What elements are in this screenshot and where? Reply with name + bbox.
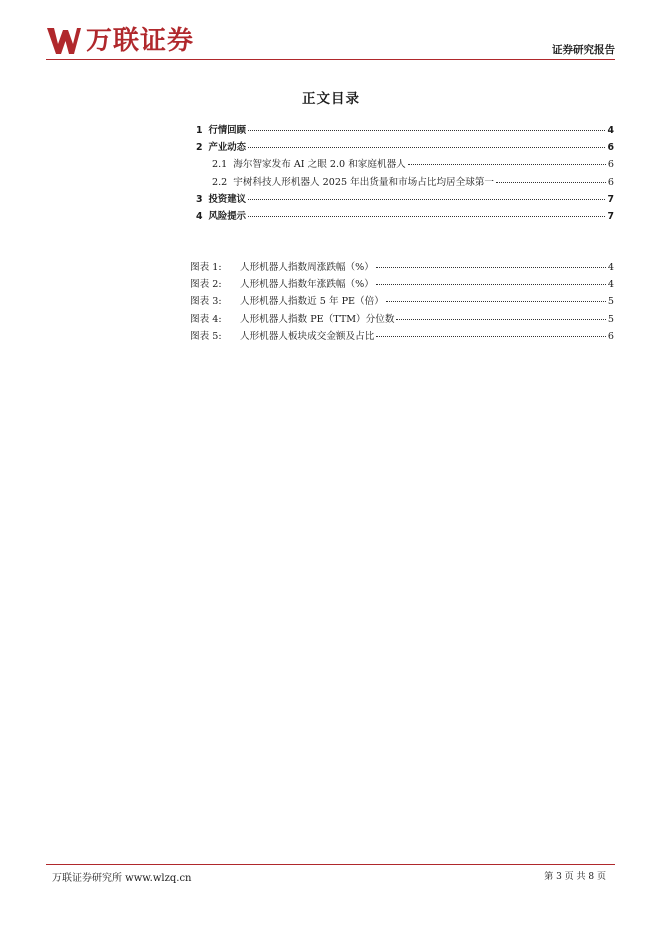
figure-page: 5	[607, 296, 614, 308]
toc-entry-label: 宇树科技人形机器人 2025 年出货量和市场占比均居全球第一	[233, 176, 495, 188]
toc-entry-number: 1	[196, 125, 203, 136]
dot-leader	[248, 216, 605, 217]
footer-divider	[46, 864, 615, 865]
dot-leader	[376, 267, 606, 268]
toc-entry-page: 4	[607, 125, 614, 136]
figure-entry[interactable]	[190, 293, 614, 310]
brand-name: 万联证券	[86, 26, 195, 56]
toc-entry-label: 投资建议	[208, 193, 247, 205]
dot-leader	[248, 199, 605, 200]
figure-label: 人形机器人指数年涨跌幅（%）	[240, 279, 374, 291]
dot-leader	[408, 164, 606, 165]
toc-entry-page: 6	[607, 159, 614, 171]
toc-title: 正文目录	[302, 91, 360, 107]
figure-number: 图表 5:	[190, 330, 222, 342]
figure-list	[190, 259, 614, 345]
figure-entry[interactable]	[190, 259, 614, 276]
toc-entry-page: 7	[607, 210, 614, 222]
toc-entry-label: 行情回顾	[208, 125, 247, 136]
figure-page: 5	[607, 313, 614, 325]
toc-entry-number: 2	[196, 142, 203, 154]
figure-number: 图表 4:	[190, 313, 222, 325]
toc-entry-number: 2.2	[212, 176, 228, 188]
figure-page: 4	[607, 262, 614, 273]
figure-number: 图表 3:	[190, 296, 222, 308]
toc-entry[interactable]	[196, 191, 614, 208]
toc-subentry[interactable]	[196, 156, 614, 173]
figure-number: 图表 2:	[190, 279, 222, 291]
toc-entry[interactable]	[196, 139, 614, 156]
toc-entry-page: 6	[607, 142, 614, 154]
footer-publisher: 万联证券研究所 www.wlzq.cn	[52, 873, 192, 884]
figure-entry[interactable]	[190, 311, 614, 328]
figure-label: 人形机器人板块成交金额及占比	[240, 330, 375, 342]
toc-subentry[interactable]	[196, 174, 614, 191]
document-type-label: 证券研究报告	[552, 44, 615, 56]
dot-leader	[376, 336, 606, 337]
figure-label: 人形机器人指数周涨跌幅（%）	[240, 262, 374, 273]
dot-leader	[248, 130, 605, 131]
table-of-contents	[196, 122, 614, 225]
dot-leader	[376, 284, 606, 285]
toc-entry-number: 2.1	[212, 159, 228, 171]
toc-entry-number: 3	[196, 193, 203, 205]
toc-entry-page: 7	[607, 193, 614, 205]
toc-entry-label: 风险提示	[208, 210, 247, 222]
toc-entry-page: 6	[607, 176, 614, 188]
toc-entry[interactable]	[196, 122, 614, 139]
figure-number: 图表 1:	[190, 262, 222, 273]
dot-leader	[248, 147, 605, 148]
dot-leader	[386, 301, 606, 302]
toc-entry[interactable]	[196, 208, 614, 225]
dot-leader	[496, 182, 606, 183]
figure-label: 人形机器人指数近 5 年 PE（倍）	[240, 296, 384, 308]
header-divider	[46, 59, 615, 60]
toc-entry-label: 海尔智家发布 AI 之眼 2.0 和家庭机器人	[233, 159, 406, 171]
figure-label: 人形机器人指数 PE（TTM）分位数	[240, 313, 395, 325]
toc-entry-label: 产业动态	[208, 142, 247, 154]
page-number: 第 3 页 共 8 页	[544, 872, 606, 882]
figure-page: 6	[607, 330, 614, 342]
wanlian-logo-icon	[46, 26, 82, 56]
figure-entry[interactable]	[190, 276, 614, 293]
figure-page: 4	[607, 279, 614, 291]
dot-leader	[396, 319, 605, 320]
figure-entry[interactable]	[190, 328, 614, 345]
brand-logo	[46, 24, 194, 58]
toc-entry-number: 4	[196, 210, 203, 222]
